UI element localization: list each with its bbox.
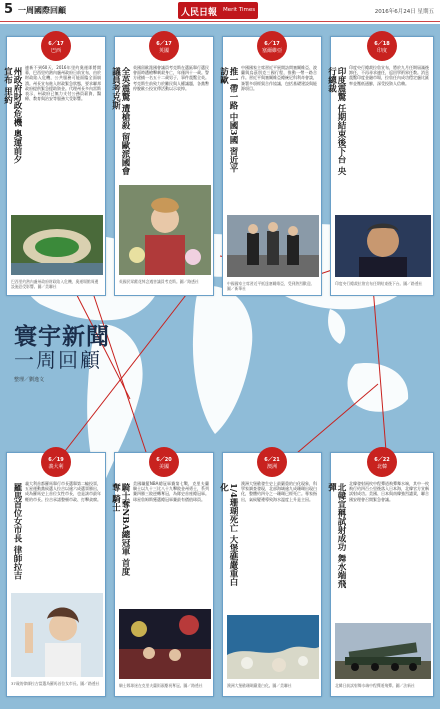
card-photo [119,609,211,679]
masthead-logo [178,2,258,19]
date-badge [41,447,71,477]
badge-country: 美國 [158,464,169,470]
badge-country: 英國 [158,48,169,54]
card-body: 美國職籃NBA總冠軍賽第七戰，克里夫蘭騎士以九十三比八十九擊敗金州勇士，系列賽四勝三敗逆轉奪冠，為隊史首座總冠軍。球星詹姆斯獲選總冠軍賽最有價值球員。 [133,481,209,502]
news-card-brazil [2,36,106,296]
feature-credit: 整理／劉逸文 [14,377,45,383]
card-caption: 印度央行總裁拉詹宣布任期結束後下台。圖／路透社 [335,281,423,286]
card-caption: 澳洲大堡礁珊瑚嚴重白化。圖／美聯社 [227,683,292,688]
date-badge [149,31,179,61]
card-photo [335,623,431,679]
badge-date: 6／17 [156,41,172,47]
card-headline: 州政府財政危機 奧運前夕宣布 里約 [2,67,22,164]
badge-date: 6／21 [264,457,280,463]
date-badge [367,31,397,61]
badge-date: 6／20 [156,457,172,463]
news-card-australia [218,452,322,697]
badge-country: 塞爾維亞 [261,48,282,54]
badge-date: 6／17 [48,41,64,47]
card-headline: 印度震驚 任期結束後下台 央行總裁 [326,67,346,175]
date-badge [367,447,397,477]
card-headline: 羅馬首位女市長 律師拉吉 [12,483,22,580]
card-body: 義大利首都羅馬舉行市長選舉第二輪投票，五星運動黨候選人拉吉以逾六成選票勝出，成為羅馬史上首位女性市長，也是該市最年輕的市長。拉吉承諾整頓市政、打擊貪腐。 [25,481,101,502]
card-caption: 北韓日前試射舞水端中程彈道飛彈。圖／法新社 [335,683,415,688]
page-number: 5 [4,2,14,17]
card-caption: 37歲的律師拉吉當選為羅馬首位女市長。圖／路透社 [11,681,100,686]
card-headline: 騎士奪NBA總冠軍 首度奪 騎士 [110,483,130,576]
masthead-name-cn: 人民日報 [181,8,218,18]
badge-date: 6／17 [264,41,280,47]
card-body: 印度央行總裁拉詹宣布，將於九月任期屆滿後卸任，不再尋求連任，返回學術界任教。消息震驚印度金融市場，拉詹任內成功穩定盧比匯率並壓低通膨，深受投資人信賴。 [349,65,429,86]
card-photo [11,215,103,275]
badge-country: 巴西 [50,48,61,54]
news-card-north-korea [326,452,434,697]
card-photo [227,215,319,277]
card-photo [227,615,319,679]
badge-country: 澳洲 [266,464,277,470]
card-body: 連新不到60天，2016年里約奧運即將開幕，巴西里約熱內盧州政府日前宣布，由於財政陷入危機，公共服務可能面臨全面崩潰。州長宣布進入財政緊急狀態，要求聯邦政府提供緊急援助資金。代理州長多內雷斯表示，州政府已無力支付公務員薪資，醫療、教育與治安等服務大受影響。 [25,65,101,102]
card-body: 北韓發射兩枚中程彈道飛彈舞水端，其中一枚飛行約四百公里後落入日本海，北韓官方宣稱試射成功。美國、日本與南韓強烈譴責，聯合國安理會召開緊急會議。 [349,481,429,502]
date-badge [257,447,287,477]
date-badge [149,447,179,477]
feature-title-sub: 一周回顧 [14,348,102,372]
issue-date: 2016年6月24日 星期五 [374,9,434,15]
news-card-usa [110,452,214,697]
news-card-india [326,36,434,296]
card-caption: 騎士隊球迷在克里夫蘭街頭慶祝奪冠。圖／路透社 [119,683,203,688]
date-badge [41,31,71,61]
page-header [0,0,440,22]
card-photo [335,215,431,277]
news-card-serbia [218,36,322,296]
card-caption: 英國民眾獻花悼念遇害議員考克斯。圖／路透社 [119,279,199,284]
section-title: 一周國際回顧 [18,6,66,15]
card-caption: 中國國家主席習近平抵達塞爾維亞，受到熱烈歡迎。圖／新華社 [227,281,315,291]
badge-country: 義大利 [48,464,64,470]
card-headline: 1/4珊瑚死亡 大堡礁嚴重白化 [218,483,238,586]
card-body: 澳洲大堡礁發生史上最嚴重的白化現象，科學家調查發現，北部海域逾九成珊瑚出現白化，整體約四分之一珊瑚已經死亡。專家指出，氣候變遷導致海水溫度上升是主因。 [241,481,317,502]
card-headline: 推一帶一路 中國3國 習近平訪歐 [218,67,238,173]
badge-country: 北韓 [376,464,387,470]
card-photo [11,593,103,677]
date-badge [257,31,287,61]
card-body: 英國留歐派國會議員考克斯在選區舉行選民會面時遭槍擊刺殺身亡，年僅四十一歲。警方逮捕一名五十二歲男子，事件震驚全英。考克斯生前致力於難民與人權議題，各黨暫停脫歐公投宣傳活動以示哀悼。 [133,65,209,91]
news-card-italy [6,452,106,697]
news-card-uk [110,36,214,296]
badge-date: 6／22 [374,457,390,463]
feature-title-main: 寰宇新聞 [14,323,110,350]
badge-country: 印度 [376,48,387,54]
badge-date: 6／18 [374,41,390,47]
card-caption: 巴西里約熱內盧州政府財政陷入危機，奧運場館周邊設施恐受影響。圖／美聯社 [11,279,99,289]
card-headline: 北韓宣稱試射成功 舞水端飛彈 [326,483,346,588]
card-headline: 全英震驚 遭槍殺 留歐派國會議員考克斯 [110,67,130,175]
masthead-name-en: Merit Times [223,7,256,13]
card-body: 中國國家主席習近平展開訪問塞爾維亞、波蘭與烏茲別克三國行程，推動一帶一路合作。習近平與塞爾維亞總統尼科利奇會談，簽署多項經貿合作協議，包括基礎建設與能源項目。 [241,65,317,91]
feature-title [14,318,164,408]
card-photo [119,185,211,275]
badge-date: 6／19 [48,457,64,463]
